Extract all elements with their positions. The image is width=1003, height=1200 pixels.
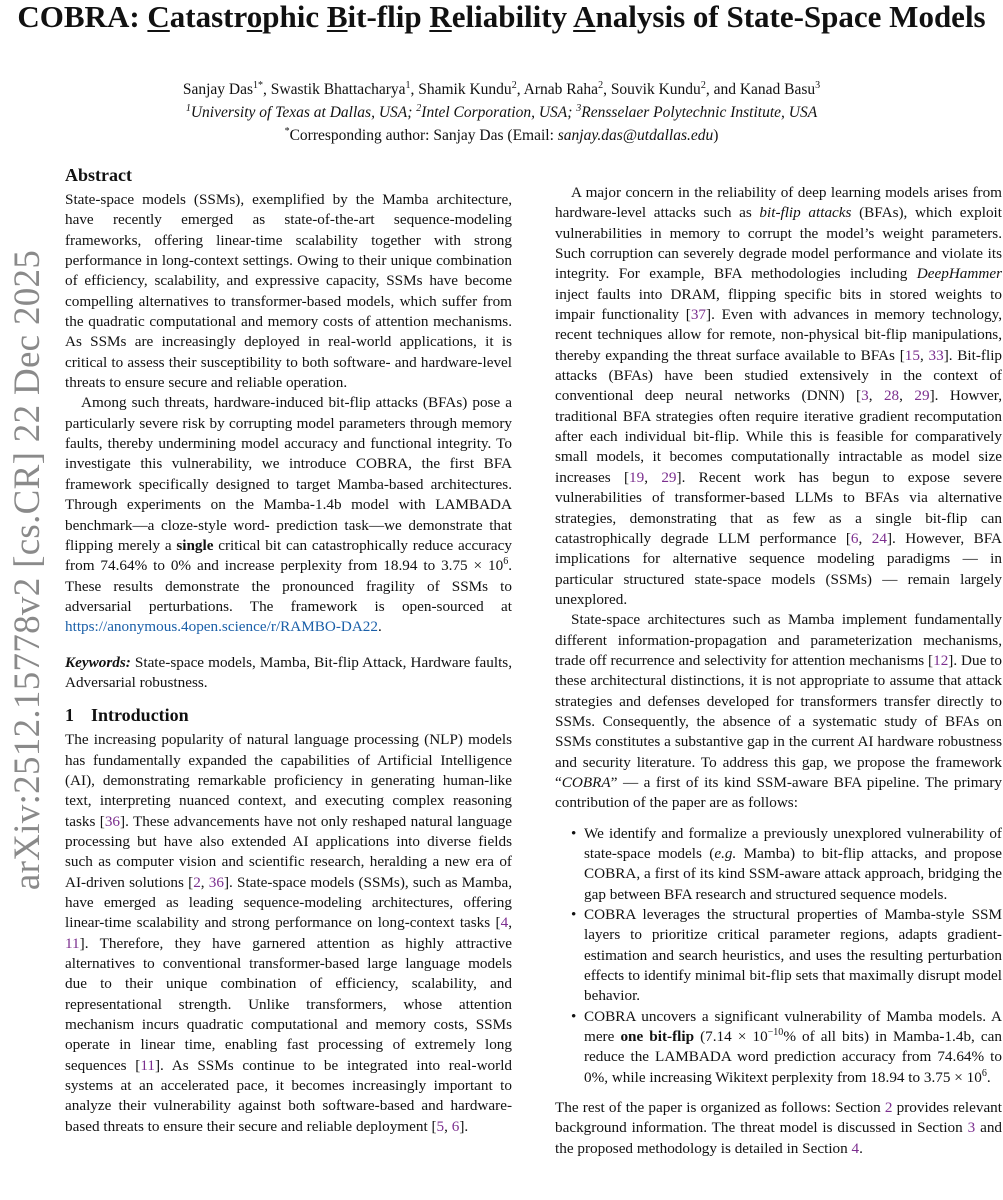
bold-text: one bit-flip — [620, 1028, 695, 1046]
paragraph: State-space models (SSMs), exemplified by the Mamba architecture, have recently emerged as state-of-the-art sequence-modeling frameworks, offering linear-time scalability together with strong performance in long-context settings. Owing to their unique combination of efficiency, scalability, and expressive capacity, SSMs have become compelling alternatives to transformer-based models, which suffer from the quadratic computational and memory costs of attention mechanisms. As SSMs are increasingly deployed in real-world applications, it is critical to assess their susceptibility to both software- and hardware-level threats to ensure secure and reliable operation. — [65, 191, 512, 392]
citation-link[interactable]: 5 — [436, 1117, 445, 1135]
corresponding-label: Corresponding author: Sanjay Das (Email: — [289, 127, 558, 144]
citation-link[interactable]: 36 — [104, 812, 121, 830]
author-name: Souvik Kundu — [610, 81, 701, 98]
author-affiliation-mark: 3 — [815, 79, 821, 91]
abstract-body — [65, 190, 512, 638]
citation-link[interactable]: 11 — [65, 934, 80, 952]
superscript: 6 — [981, 1067, 987, 1079]
citation-link[interactable]: 29 — [661, 468, 677, 486]
right-paragraphs — [555, 183, 1002, 814]
title-initial: C — [147, 0, 170, 34]
paper-title: COBRA: Catastrophic Bit-flip Reliability Analysis of State-Space Models — [17, 0, 986, 34]
abstract-heading: Abstract — [65, 165, 132, 185]
contribution-item: • We identify and formalize a previously unexplored vulnerability of state-space models (e.g. Mamba) to bit-flip attacks, and propose COBRA, a first of its kind SSM-aware attack approach, bridging the gap between BFA research and structured sequence models. — [584, 824, 1002, 905]
citation-link[interactable]: 3 — [861, 387, 869, 405]
superscript: −10 — [767, 1027, 784, 1039]
repository-link[interactable]: https://anonymous.4open.science/r/RAMBO-DA22 — [65, 618, 378, 636]
title-initial: A — [573, 0, 596, 34]
affiliation-mark: 1 — [185, 102, 191, 114]
author-name: Sanjay Das — [182, 81, 254, 98]
introduction-body — [65, 730, 512, 1137]
section-title: Introduction — [91, 705, 189, 726]
keywords-text: State-space models, Mamba, Bit-flip Attack, Hardware faults, Adversarial robustness. — [65, 653, 512, 691]
italic-text: COBRA — [561, 773, 611, 791]
citation-link[interactable]: 15 — [904, 346, 920, 364]
citation-link[interactable]: 28 — [883, 387, 900, 405]
citation-link[interactable]: 12 — [933, 651, 949, 669]
section-number: 1 — [65, 705, 74, 726]
affiliation-name: Intel Corporation, USA — [421, 104, 568, 121]
arxiv-stamp: arXiv:2512.15778v2 [cs.CR] 22 Dec 2025 — [7, 249, 48, 891]
keywords-label: Keywords: — [65, 653, 131, 671]
corresponding-author: *Corresponding author: Sanjay Das (Email: sanjay.das@utdallas.edu) — [284, 125, 719, 144]
citation-link[interactable]: 33 — [928, 346, 944, 364]
corresponding-suffix: ) — [713, 127, 719, 144]
citation-link[interactable]: 6 — [850, 529, 859, 547]
paragraph: The increasing popularity of natural language processing (NLP) models has fundamentally expanded the capabilities of Artificial Intelligence (AI), demonstrating remarkable proficiency in generating human-like text, interpreting nuanced context, and executing complex reasoning tasks [36]. These advancements have not only reshaped natural language processing but have also extended AI applications into diverse fields such as computer vision and scientific research, heralding a new era of AI-driven solutions [2, 36]. State-space models (SSMs), such as Mamba, have emerged as leading sequence-modeling architectures, offering linear-time scalability and strong performance on long-context tasks [4, 11]. Therefore, they have garnered attention as highly attractive alternatives to conventional transformer-based large language models due to their unique combination of efficiency, scalability, and representational strength. Unlike transformers, whose attention mechanism incurs quadratic computational and memory costs, SSMs operate in linear time, enabling fast processing of extremely long sequences [11]. As SSMs continue to be integrated into real-world systems at an accelerated pace, it becomes increasingly important to analyze their vulnerability against both software-based and hardware-based threats to ensure their secure and reliable deployment [5, 6]. — [65, 731, 513, 1135]
affiliations: $^1$University of Texas at Dallas, USA; $^2$Intel Corporation, USA; $^3$Rensselaer Polytechnic Institute, USA — [185, 102, 818, 121]
title-initial: o — [246, 0, 263, 34]
author-list: Sanjay Das$^{1*}$, Swastik Bhattacharya$^1$, Shamik Kundu$^2$, Arnab Raha$^2$, Souvik Kundu$^2$, and Kanad Basu$^3$ — [182, 79, 821, 98]
author-affiliation-mark: 2 — [511, 79, 517, 91]
right-column — [555, 183, 1002, 1159]
section-reference[interactable]: 4 — [851, 1139, 860, 1157]
section-reference[interactable]: 3 — [967, 1119, 976, 1137]
citation-link[interactable]: 4 — [500, 914, 509, 932]
author-affiliation-mark: 1 — [405, 79, 411, 91]
section-heading-introduction — [65, 703, 512, 727]
title-initial: R — [429, 0, 452, 34]
closing-paragraph: The rest of the paper is organized as follows: Section 2 provides relevant background information. The threat model is discussed in Section 3 and the proposed methodology is detailed in Section 4. — [555, 1099, 1003, 1157]
italic-text: DeepHammer — [916, 265, 1002, 283]
paragraph: State-space architectures such as Mamba implement fundamentally different information-propagation and parameterization mechanisms, trade off recurrence and selectivity for attention mechanisms [12]. Due to these architectural distinctions, it is not appropriate to assume that attack strategies and defenses developed for transformers transfer directly to SSMs. Consequently, the absence of a systematic study of BFAs on SSMs constitutes a substantive gap in the current AI hardware robustness and security literature. To address this gap, we propose the framework “COBRA” — a first of its kind SSM-aware BFA pipeline. The primary contribution of the paper are as follows: — [555, 611, 1003, 812]
affiliation-mark: 2 — [416, 102, 422, 114]
citation-link[interactable]: 37 — [690, 306, 707, 324]
affiliation-mark: 3 — [576, 102, 582, 114]
paragraph: Among such threats, hardware-induced bit-flip attacks (BFAs) pose a particularly severe risk by corrupting model parameters through memory faults, thereby undermining model accuracy and functional integrity. To investigate this vulnerability, we introduce COBRA, the first BFA framework specifically designed to target Mamba-based architectures. Through experiments on the Mamba-1.4b model with LAMBADA benchmark—a cloze-style word- prediction task—we demonstrate that flipping merely a single critical bit can catastrophically reduce accuracy from 74.64% to 0% and increase perplexity from 18.94 to $3.75 \times 10^6$. These results demonstrate the pronounced fragility of SSMs to adversarial perturbations. The framework is open-sourced at https://anonymous.4open.science/r/RAMBO-DA22. — [65, 394, 512, 636]
affiliation-name: Rensselaer Polytechnic Institute, USA — [581, 104, 818, 121]
keywords — [65, 653, 512, 694]
author-affiliation-mark: 1* — [253, 79, 264, 91]
section-reference[interactable]: 2 — [884, 1099, 893, 1117]
bold-text: single — [176, 536, 214, 554]
citation-link[interactable]: 6 — [451, 1117, 460, 1135]
italic-text: bit-flip attacks — [759, 204, 852, 222]
author-name: Swastik Bhattacharya — [270, 81, 406, 98]
author-affiliation-mark: 2 — [598, 79, 604, 91]
author-affiliation-mark: 2 — [700, 79, 706, 91]
superscript: 6 — [503, 556, 509, 568]
citation-link[interactable]: 2 — [193, 873, 201, 891]
citation-link[interactable]: 29 — [914, 387, 930, 405]
citation-link[interactable]: 24 — [871, 529, 887, 547]
citation-link[interactable]: 19 — [629, 468, 645, 486]
affiliation-name: University of Texas at Dallas, USA — [190, 104, 408, 121]
author-name: Shamik Kundu — [418, 81, 512, 98]
italic-text: e.g. — [714, 845, 737, 862]
contribution-list — [555, 824, 1002, 1088]
author-block — [0, 78, 1003, 147]
author-name: Arnab Raha — [523, 81, 599, 98]
citation-link[interactable]: 11 — [140, 1056, 155, 1074]
contribution-item: • COBRA leverages the structural properties of Mamba-style SSM layers to prioritize critical parameter regions, adapts gradient-estimation and search heuristics, and uses the resulting perturbation effects to identify minimal bit-flip sets that maximally disrupt model behavior. — [584, 905, 1002, 1007]
left-column — [65, 163, 512, 1137]
contribution-item: • COBRA uncovers a significant vulnerability of Mamba models. A mere one bit-flip ($7.14 \times 10^{-10}\%$ of all bits) in Mamba-1.4b, can reduce the LAMBADA word prediction accuracy from 74.64% to 0%, while increasing Wikitext perplexity from 18.94 to $3.75 \times 10^6$. — [584, 1007, 1002, 1088]
citation-link[interactable]: 36 — [208, 873, 224, 891]
author-name: and Kanad Basu — [713, 81, 816, 98]
paragraph: A major concern in the reliability of deep learning models arises from hardware-level attacks such as bit-flip attacks (BFAs), which exploit vulnerabilities in memory to corrupt the model’s weight parameters. Such corruption can severely degrade model performance and violate its integrity. For example, BFA methodologies including DeepHammer inject faults into DRAM, flipping specific bits in stored weights to impair functionality [37]. Even with advances in memory technology, recent techniques allow for remote, non-physical bit-flip manipulations, thereby expanding the threat surface available to BFAs [15, 33]. Bit-flip attacks (BFAs) have been studied extensively in the context of conventional deep neural networks (DNN) [3, 28, 29]. Howver, traditional BFA strategies often require iterative gradient recomputation after each individual bit-flip. While this is feasible for comparatively small models, it becomes computationally intractable as model size increases [19, 29]. Recent work has begun to expose severe vulnerabilities of transformer-based LLMs to BFAs via alternative strategies, demonstrating that as few as a single bit-flip can catastrophically degrade LLM performance [6, 24]. However, BFA implications for alternative sequence modeling paradigms — in particular structured state-space models (SSMs) — remain largely unexplored. — [555, 184, 1003, 608]
corresponding-email[interactable]: sanjay.das@utdallas.edu — [557, 127, 714, 144]
title-initial: B — [326, 0, 348, 34]
